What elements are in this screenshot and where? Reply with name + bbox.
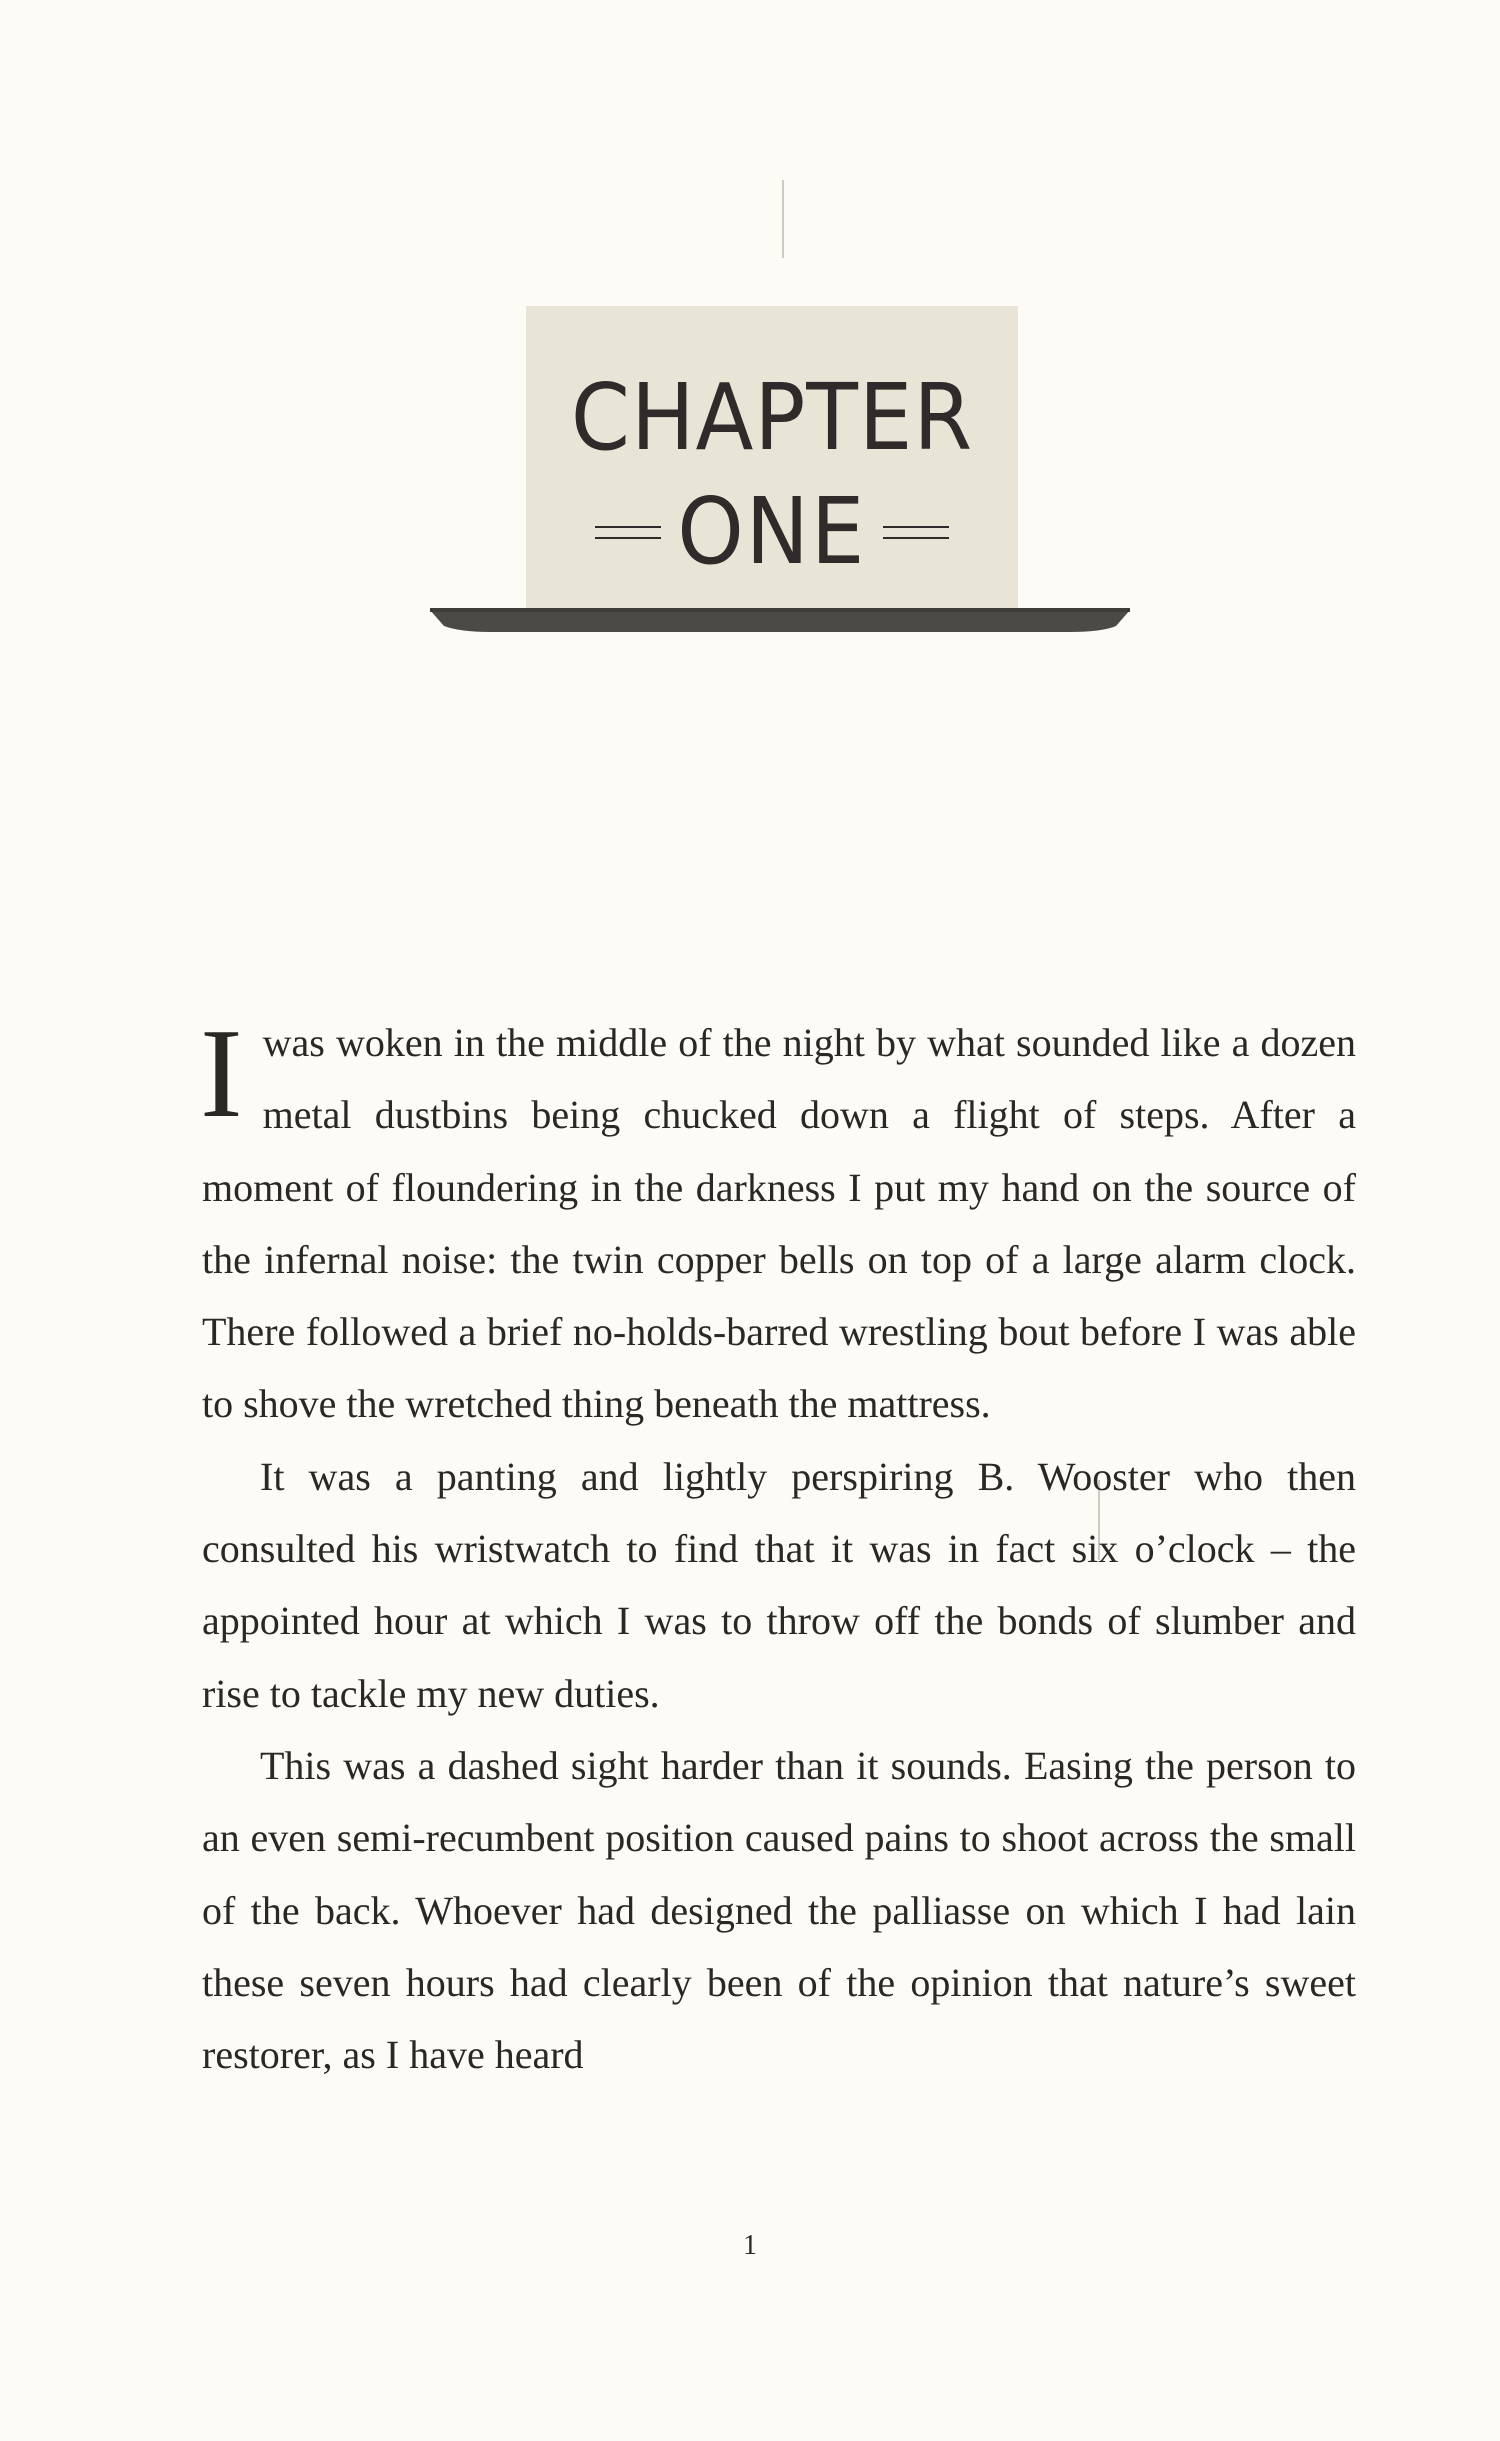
paragraph: This was a dashed sight harder than it sounds. Easing the person to an even semi-recumbent position caused pains to shoot across the small of the back. Whoever had designed the palliasse on which I had lain these seven hours had clearly been of the opinion that nature’s sweet restorer, as I have heard (202, 1742, 1356, 2078)
page-number: 1 (743, 2230, 757, 2261)
left-double-rule (595, 526, 661, 539)
drop-cap: I (200, 1002, 243, 1144)
chapter-number-row (526, 478, 1018, 585)
shelf-ornament (430, 604, 1130, 644)
paragraph: It was a panting and lightly perspiring B. Wooster who then consulted his wristwatch to find that it was in fact six o’clock – the appointed hour at which I was to throw off the bonds of slumber and rise to tackle my new duties. (202, 1453, 1356, 1716)
scan-mark (782, 180, 784, 258)
paragraph (200, 1002, 1356, 1441)
chapter-number: ONE (677, 478, 867, 585)
chapter-heading (0, 0, 1500, 680)
chapter-label: CHAPTER (570, 364, 974, 471)
paragraph-text: was woken in the middle of the night by what sounded like a dozen metal dustbins being chucked down a flight of steps. After a moment of floundering in the darkness I put my hand on the source of the infernal noise: the twin copper bells on top of a large alarm clock. There followed a brief no-holds-barred wrestling bout before I was able to shove the wretched thing beneath the mattress. (202, 1020, 1356, 1427)
chapter-body (200, 1002, 1356, 2091)
right-double-rule (883, 526, 949, 539)
